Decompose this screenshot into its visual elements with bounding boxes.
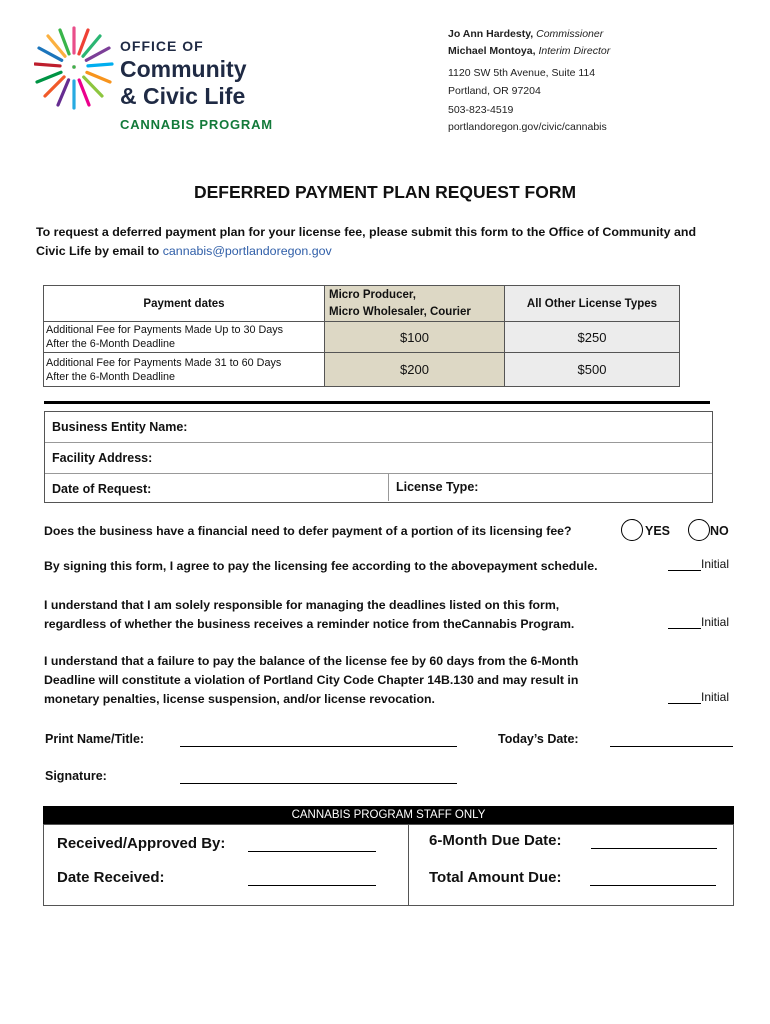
yes-radio[interactable] bbox=[621, 519, 643, 541]
initial-label: Initial bbox=[701, 615, 730, 629]
divider bbox=[45, 442, 712, 443]
print-name-input[interactable] bbox=[180, 745, 457, 747]
email-link[interactable]: cannabis@portlandoregon.gov bbox=[162, 244, 332, 258]
page-title: DEFERRED PAYMENT PLAN REQUEST FORM bbox=[193, 182, 577, 202]
logo-community: Community bbox=[120, 56, 247, 82]
phone: 503-823-4519 bbox=[448, 104, 514, 116]
initial-label: Initial bbox=[701, 690, 730, 704]
todays-date-input[interactable] bbox=[610, 745, 733, 747]
due-date-label: 6-Month Due Date: bbox=[429, 832, 562, 849]
violation-line3: monetary penalties, license suspension, and/or license revocation. bbox=[44, 692, 435, 706]
logo-civic-life: & Civic Life bbox=[120, 83, 246, 109]
violation-line2: Deadline will constitute a violation of Portland City Code Chapter 14B.130 and may result in bbox=[44, 673, 579, 687]
violation-line1: I understand that a failure to pay the balance of the license fee by 60 days from the 6-Month bbox=[44, 654, 579, 668]
print-name-label: Print Name/Title: bbox=[45, 732, 145, 746]
business-name-field[interactable]: Business Entity Name: bbox=[52, 420, 188, 434]
director-line bbox=[448, 45, 610, 57]
fee-row-2-line1: Additional Fee for Payments Made 31 to 60 Days bbox=[46, 356, 282, 369]
commissioner-line bbox=[448, 28, 603, 40]
header-micro-line1: Micro Producer, bbox=[329, 288, 416, 301]
total-due-label: Total Amount Due: bbox=[429, 869, 562, 886]
date-received-input[interactable] bbox=[248, 884, 376, 886]
logo-office-of: OFFICE OF bbox=[120, 38, 204, 54]
fee-row-2-line2: After the 6-Month Deadline bbox=[46, 370, 176, 383]
date-of-request-field[interactable]: Date of Request: bbox=[52, 482, 152, 496]
signature-input[interactable] bbox=[180, 782, 457, 784]
fee-micro-2: $200 bbox=[325, 353, 505, 387]
fee-table bbox=[43, 285, 680, 387]
initial-field-1[interactable] bbox=[668, 557, 729, 571]
yes-label: YES bbox=[645, 524, 671, 538]
signature-label: Signature: bbox=[45, 769, 107, 783]
logo-burst-icon bbox=[34, 24, 114, 110]
director-title: Interim Director bbox=[538, 45, 611, 57]
address-line2: Portland, OR 97204 bbox=[448, 85, 541, 97]
divider bbox=[388, 473, 389, 501]
header-micro bbox=[325, 286, 505, 322]
fee-row-label-2 bbox=[44, 353, 325, 387]
fee-row-1-line1: Additional Fee for Payments Made Up to 30 Days bbox=[46, 324, 284, 336]
license-type-field[interactable]: License Type: bbox=[396, 480, 479, 494]
received-approved-label: Received/Approved By: bbox=[57, 835, 226, 852]
divider bbox=[408, 824, 409, 905]
fee-micro-1: $100 bbox=[325, 322, 505, 353]
website: portlandoregon.gov/civic/cannabis bbox=[448, 121, 607, 133]
logo-cannabis-program: CANNABIS PROGRAM bbox=[120, 117, 273, 132]
total-due-input[interactable] bbox=[590, 884, 716, 886]
date-received-label: Date Received: bbox=[57, 869, 165, 886]
initial-line bbox=[668, 558, 701, 571]
initial-label: Initial bbox=[701, 557, 730, 571]
received-approved-input[interactable] bbox=[248, 850, 376, 852]
initial-line bbox=[668, 691, 701, 704]
financial-need-question: Does the business have a financial need to defer payment of a portion of its licensing fee? bbox=[44, 524, 572, 538]
fee-row-label-1 bbox=[44, 322, 325, 353]
violation-statement bbox=[44, 652, 578, 709]
initial-field-3[interactable] bbox=[668, 690, 729, 704]
intro-paragraph bbox=[36, 223, 726, 261]
divider bbox=[44, 401, 710, 404]
commissioner-name: Jo Ann Hardesty, bbox=[448, 28, 534, 40]
intro-text: To request a deferred payment plan for your license fee, please submit this form to the Office of Community and Civic Life by email to bbox=[36, 225, 697, 258]
facility-address-field[interactable]: Facility Address: bbox=[52, 451, 153, 465]
header-other: All Other License Types bbox=[505, 286, 680, 322]
staff-only-bar: CANNABIS PROGRAM STAFF ONLY bbox=[43, 806, 734, 824]
header-payment-dates: Payment dates bbox=[44, 286, 325, 322]
fee-row-1-line2: After the 6-Month Deadline bbox=[46, 338, 176, 350]
no-radio[interactable] bbox=[688, 519, 710, 541]
fee-other-1: $250 bbox=[505, 322, 680, 353]
no-label: NO bbox=[710, 524, 729, 538]
responsible-line1: I understand that I am solely responsible for managing the deadlines listed on this form, bbox=[44, 598, 560, 612]
responsible-statement bbox=[44, 596, 574, 634]
initial-line bbox=[668, 616, 701, 629]
commissioner-title: Commissioner bbox=[536, 28, 604, 40]
agree-statement: By signing this form, I agree to pay the licensing fee according to the abovepayment schedule. bbox=[44, 559, 598, 573]
director-name: Michael Montoya, bbox=[448, 45, 536, 57]
fee-other-2: $500 bbox=[505, 353, 680, 387]
header-micro-line2: Micro Wholesaler, Courier bbox=[329, 305, 471, 318]
divider bbox=[45, 473, 712, 474]
todays-date-label: Today’s Date: bbox=[498, 732, 579, 746]
address-line1: 1120 SW 5th Avenue, Suite 114 bbox=[448, 67, 596, 79]
initial-field-2[interactable] bbox=[668, 615, 729, 629]
responsible-line2: regardless of whether the business receives a reminder notice from theCannabis Program. bbox=[44, 617, 575, 631]
due-date-input[interactable] bbox=[591, 847, 717, 849]
